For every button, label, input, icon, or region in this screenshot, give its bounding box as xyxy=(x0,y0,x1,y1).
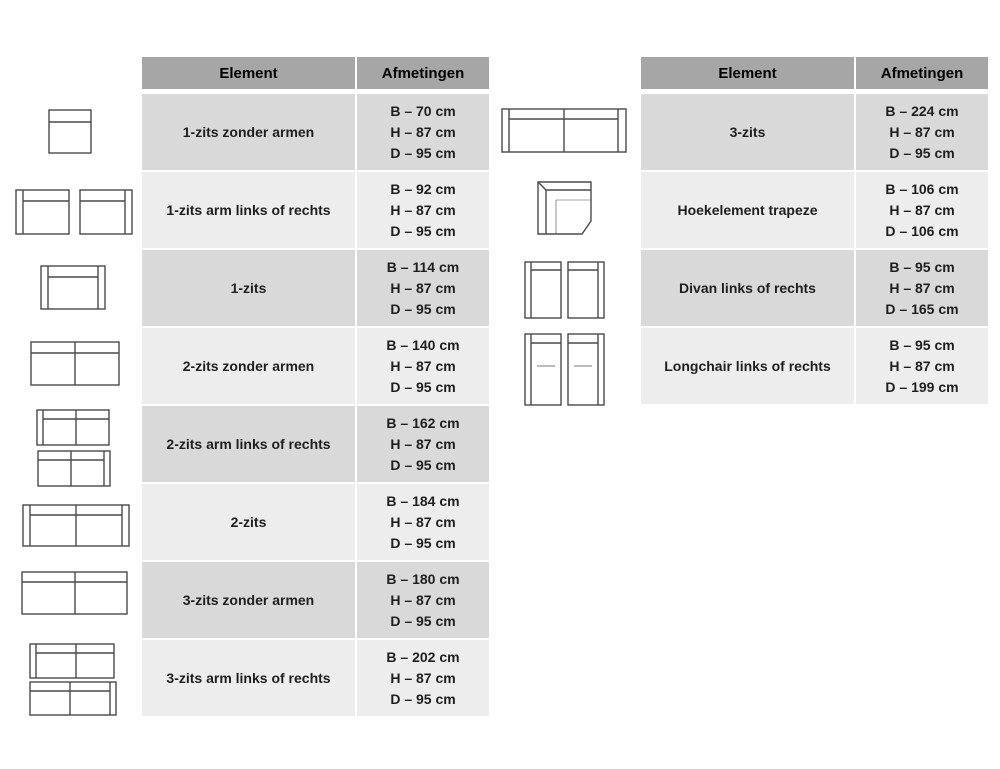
dimensions xyxy=(856,94,988,170)
dimensions xyxy=(856,328,988,404)
height-value: H – 87 cm xyxy=(390,669,456,686)
width-value: B – 106 cm xyxy=(885,180,959,197)
depth-value: D – 95 cm xyxy=(390,378,456,395)
depth-value: D – 95 cm xyxy=(390,456,456,473)
depth-value: D – 95 cm xyxy=(390,690,456,707)
depth-value: D – 199 cm xyxy=(885,378,959,395)
height-value: H – 87 cm xyxy=(390,591,456,608)
element-name: 2-zits arm links of rechts xyxy=(142,406,355,482)
width-value: B – 162 cm xyxy=(386,414,460,431)
depth-value: D – 106 cm xyxy=(885,222,959,239)
element-name: 3-zits xyxy=(641,94,854,170)
height-value: H – 87 cm xyxy=(390,201,456,218)
width-value: B – 202 cm xyxy=(386,648,460,665)
height-value: H – 87 cm xyxy=(889,123,955,140)
three-seat-one-arm-icon xyxy=(30,644,116,715)
width-value: B – 92 cm xyxy=(390,180,456,197)
width-value: B – 184 cm xyxy=(386,492,460,509)
height-value: H – 87 cm xyxy=(889,357,955,374)
height-value: H – 87 cm xyxy=(390,279,456,296)
depth-value: D – 95 cm xyxy=(390,222,456,239)
depth-value: D – 95 cm xyxy=(390,612,456,629)
element-name: 2-zits xyxy=(142,484,355,560)
element-name: 3-zits arm links of rechts xyxy=(142,640,355,716)
element-name: 1-zits arm links of rechts xyxy=(142,172,355,248)
depth-value: D – 95 cm xyxy=(390,534,456,551)
dimensions xyxy=(357,484,489,560)
dimensions xyxy=(357,94,489,170)
width-value: B – 114 cm xyxy=(386,258,460,275)
dimensions xyxy=(357,562,489,638)
width-value: B – 180 cm xyxy=(386,570,460,587)
two-seat-no-arms-icon xyxy=(31,342,119,385)
corner-trapeze-icon xyxy=(538,182,591,234)
height-value: H – 87 cm xyxy=(390,513,456,530)
element-name: 1-zits xyxy=(142,250,355,326)
depth-value: D – 95 cm xyxy=(390,300,456,317)
column-header-afmetingen: Afmetingen xyxy=(856,57,988,89)
single-seat-one-arm-icon xyxy=(16,190,132,234)
depth-value: D – 95 cm xyxy=(390,144,456,161)
longchair-icon xyxy=(525,334,604,405)
dimensions xyxy=(357,250,489,326)
column-header-afmetingen: Afmetingen xyxy=(357,57,489,89)
width-value: B – 95 cm xyxy=(889,258,955,275)
element-name: 3-zits zonder armen xyxy=(142,562,355,638)
single-seat-two-arms-icon xyxy=(41,266,105,309)
depth-value: D – 165 cm xyxy=(885,300,959,317)
element-name: 1-zits zonder armen xyxy=(142,94,355,170)
width-value: B – 224 cm xyxy=(885,102,959,119)
column-header-element: Element xyxy=(142,57,355,89)
dimensions xyxy=(357,328,489,404)
element-name: Hoekelement trapeze xyxy=(641,172,854,248)
height-value: H – 87 cm xyxy=(889,201,955,218)
dimensions xyxy=(357,406,489,482)
dimensions xyxy=(357,172,489,248)
width-value: B – 140 cm xyxy=(386,336,460,353)
column-header-element: Element xyxy=(641,57,854,89)
height-value: H – 87 cm xyxy=(390,123,456,140)
depth-value: D – 95 cm xyxy=(889,144,955,161)
width-value: B – 70 cm xyxy=(390,102,456,119)
dimensions xyxy=(856,250,988,326)
height-value: H – 87 cm xyxy=(889,279,955,296)
three-seat-no-arms-icon xyxy=(22,572,127,614)
dimensions xyxy=(856,172,988,248)
divan-icon xyxy=(525,262,604,318)
two-seat-one-arm-icon xyxy=(37,410,110,486)
single-seat-no-arms-icon xyxy=(49,110,91,153)
element-name: Longchair links of rechts xyxy=(641,328,854,404)
three-seat-two-arms-icon xyxy=(502,109,626,152)
width-value: B – 95 cm xyxy=(889,336,955,353)
height-value: H – 87 cm xyxy=(390,357,456,374)
height-value: H – 87 cm xyxy=(390,435,456,452)
element-name: 2-zits zonder armen xyxy=(142,328,355,404)
two-seat-two-arms-icon xyxy=(23,505,129,546)
element-name: Divan links of rechts xyxy=(641,250,854,326)
dimensions xyxy=(357,640,489,716)
